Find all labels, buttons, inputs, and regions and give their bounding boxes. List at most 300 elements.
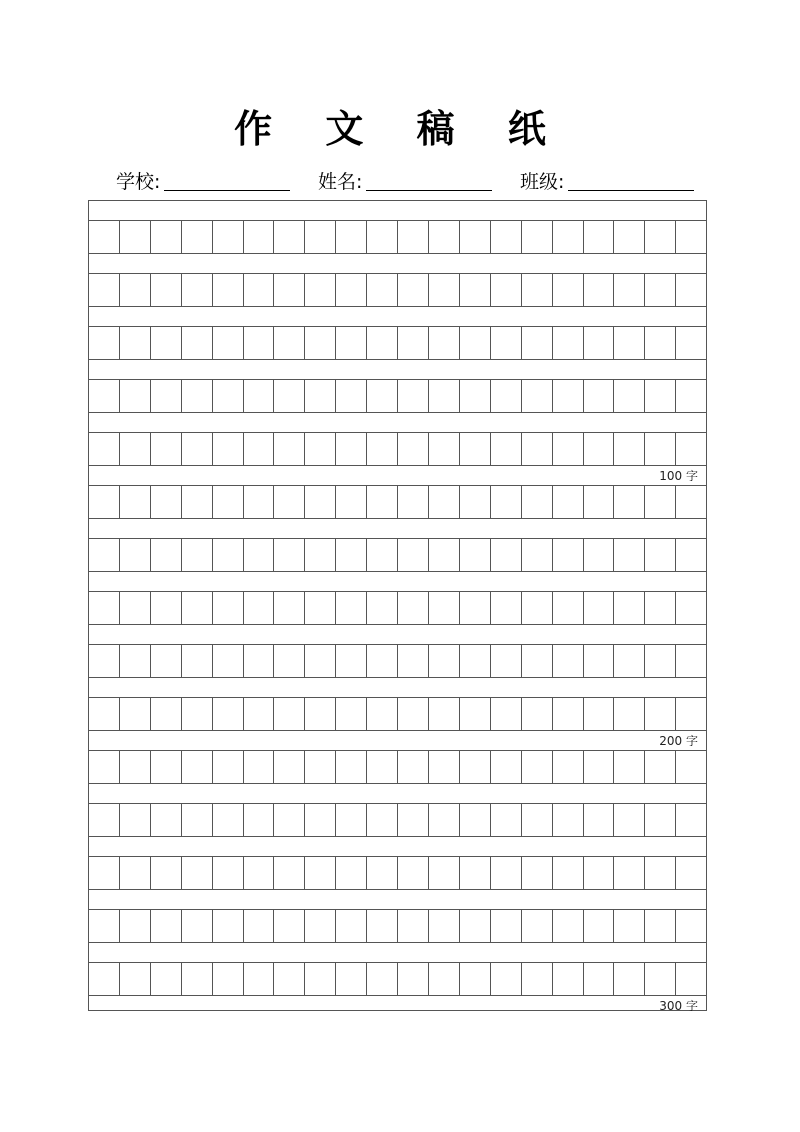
grid-cell[interactable] — [584, 433, 615, 465]
grid-cell[interactable] — [398, 963, 429, 995]
grid-cell[interactable] — [120, 327, 151, 359]
grid-cell[interactable] — [553, 486, 584, 518]
grid-cell[interactable] — [274, 539, 305, 571]
grid-cell[interactable] — [584, 751, 615, 783]
grid-cell[interactable] — [182, 963, 213, 995]
grid-cell[interactable] — [367, 221, 398, 253]
grid-cell[interactable] — [460, 433, 491, 465]
grid-cell[interactable] — [553, 592, 584, 624]
grid-cell[interactable] — [89, 380, 120, 412]
grid-cell[interactable] — [584, 698, 615, 730]
grid-cell[interactable] — [305, 327, 336, 359]
grid-cell[interactable] — [491, 274, 522, 306]
grid-cell[interactable] — [367, 592, 398, 624]
grid-cell[interactable] — [151, 221, 182, 253]
grid-cell[interactable] — [305, 592, 336, 624]
grid-cell[interactable] — [213, 433, 244, 465]
grid-cell[interactable] — [429, 645, 460, 677]
grid-cell[interactable] — [460, 592, 491, 624]
grid-cell[interactable] — [336, 751, 367, 783]
grid-cell[interactable] — [305, 857, 336, 889]
grid-cell[interactable] — [274, 221, 305, 253]
grid-cell[interactable] — [89, 698, 120, 730]
grid-cell[interactable] — [614, 433, 645, 465]
grid-cell[interactable] — [676, 645, 706, 677]
grid-cell[interactable] — [336, 645, 367, 677]
grid-cell[interactable] — [336, 327, 367, 359]
grid-cell[interactable] — [244, 910, 275, 942]
grid-cell[interactable] — [182, 592, 213, 624]
grid-cell[interactable] — [274, 327, 305, 359]
grid-cell[interactable] — [553, 910, 584, 942]
grid-cell[interactable] — [244, 274, 275, 306]
grid-cell[interactable] — [460, 804, 491, 836]
grid-cell[interactable] — [676, 433, 706, 465]
grid-cell[interactable] — [367, 539, 398, 571]
grid-cell[interactable] — [429, 539, 460, 571]
grid-cell[interactable] — [614, 963, 645, 995]
grid-cell[interactable] — [120, 274, 151, 306]
grid-cell[interactable] — [244, 221, 275, 253]
grid-cell[interactable] — [429, 804, 460, 836]
grid-cell[interactable] — [274, 433, 305, 465]
grid-cell[interactable] — [336, 963, 367, 995]
grid-cell[interactable] — [274, 592, 305, 624]
grid-cell[interactable] — [398, 751, 429, 783]
grid-cell[interactable] — [151, 804, 182, 836]
grid-cell[interactable] — [645, 645, 676, 677]
grid-cell[interactable] — [553, 221, 584, 253]
grid-cell[interactable] — [336, 539, 367, 571]
grid-cell[interactable] — [676, 539, 706, 571]
grid-cell[interactable] — [398, 380, 429, 412]
grid-cell[interactable] — [120, 910, 151, 942]
grid-cell[interactable] — [151, 380, 182, 412]
grid-cell[interactable] — [89, 857, 120, 889]
grid-cell[interactable] — [120, 857, 151, 889]
grid-cell[interactable] — [522, 804, 553, 836]
grid-cell[interactable] — [676, 486, 706, 518]
grid-cell[interactable] — [274, 274, 305, 306]
grid-cell[interactable] — [491, 380, 522, 412]
grid-cell[interactable] — [614, 539, 645, 571]
grid-cell[interactable] — [367, 645, 398, 677]
grid-cell[interactable] — [460, 910, 491, 942]
grid-cell[interactable] — [553, 274, 584, 306]
grid-cell[interactable] — [429, 857, 460, 889]
grid-cell[interactable] — [460, 380, 491, 412]
grid-cell[interactable] — [182, 751, 213, 783]
grid-cell[interactable] — [305, 804, 336, 836]
grid-cell[interactable] — [398, 327, 429, 359]
grid-cell[interactable] — [120, 221, 151, 253]
grid-cell[interactable] — [584, 963, 615, 995]
grid-cell[interactable] — [151, 433, 182, 465]
grid-cell[interactable] — [151, 963, 182, 995]
grid-cell[interactable] — [553, 539, 584, 571]
grid-cell[interactable] — [398, 592, 429, 624]
grid-cell[interactable] — [120, 433, 151, 465]
grid-cell[interactable] — [244, 539, 275, 571]
grid-cell[interactable] — [120, 698, 151, 730]
grid-cell[interactable] — [89, 592, 120, 624]
grid-cell[interactable] — [584, 804, 615, 836]
grid-cell[interactable] — [213, 539, 244, 571]
grid-cell[interactable] — [429, 592, 460, 624]
grid-cell[interactable] — [645, 221, 676, 253]
grid-cell[interactable] — [367, 804, 398, 836]
grid-cell[interactable] — [553, 751, 584, 783]
grid-cell[interactable] — [151, 592, 182, 624]
grid-cell[interactable] — [491, 751, 522, 783]
grid-cell[interactable] — [213, 221, 244, 253]
grid-cell[interactable] — [274, 380, 305, 412]
school-field[interactable] — [116, 168, 290, 196]
grid-cell[interactable] — [676, 274, 706, 306]
grid-cell[interactable] — [614, 486, 645, 518]
grid-cell[interactable] — [522, 433, 553, 465]
grid-cell[interactable] — [522, 698, 553, 730]
grid-cell[interactable] — [120, 592, 151, 624]
grid-cell[interactable] — [213, 751, 244, 783]
grid-cell[interactable] — [151, 645, 182, 677]
grid-cell[interactable] — [645, 592, 676, 624]
grid-cell[interactable] — [398, 539, 429, 571]
grid-cell[interactable] — [429, 221, 460, 253]
grid-cell[interactable] — [676, 910, 706, 942]
grid-cell[interactable] — [89, 751, 120, 783]
grid-cell[interactable] — [645, 274, 676, 306]
grid-cell[interactable] — [614, 327, 645, 359]
grid-cell[interactable] — [398, 698, 429, 730]
grid-cell[interactable] — [429, 698, 460, 730]
grid-cell[interactable] — [182, 433, 213, 465]
grid-cell[interactable] — [491, 592, 522, 624]
grid-cell[interactable] — [553, 857, 584, 889]
grid-cell[interactable] — [645, 327, 676, 359]
grid-cell[interactable] — [614, 751, 645, 783]
grid-cell[interactable] — [460, 221, 491, 253]
grid-cell[interactable] — [305, 963, 336, 995]
grid-cell[interactable] — [398, 433, 429, 465]
grid-cell[interactable] — [367, 274, 398, 306]
grid-cell[interactable] — [584, 645, 615, 677]
grid-cell[interactable] — [244, 751, 275, 783]
grid-cell[interactable] — [645, 486, 676, 518]
grid-cell[interactable] — [676, 380, 706, 412]
grid-cell[interactable] — [244, 645, 275, 677]
grid-cell[interactable] — [151, 910, 182, 942]
grid-cell[interactable] — [429, 380, 460, 412]
grid-cell[interactable] — [182, 274, 213, 306]
grid-cell[interactable] — [213, 274, 244, 306]
grid-cell[interactable] — [522, 539, 553, 571]
grid-cell[interactable] — [336, 857, 367, 889]
grid-cell[interactable] — [305, 486, 336, 518]
grid-cell[interactable] — [491, 645, 522, 677]
grid-cell[interactable] — [584, 380, 615, 412]
grid-cell[interactable] — [305, 910, 336, 942]
grid-cell[interactable] — [89, 274, 120, 306]
grid-cell[interactable] — [274, 486, 305, 518]
class-field[interactable] — [520, 168, 694, 196]
grid-cell[interactable] — [367, 486, 398, 518]
grid-cell[interactable] — [676, 804, 706, 836]
grid-cell[interactable] — [645, 698, 676, 730]
grid-cell[interactable] — [429, 433, 460, 465]
grid-cell[interactable] — [491, 486, 522, 518]
grid-cell[interactable] — [429, 963, 460, 995]
grid-cell[interactable] — [645, 380, 676, 412]
grid-cell[interactable] — [274, 910, 305, 942]
grid-cell[interactable] — [676, 221, 706, 253]
grid-cell[interactable] — [89, 910, 120, 942]
grid-cell[interactable] — [367, 751, 398, 783]
grid-cell[interactable] — [553, 645, 584, 677]
grid-cell[interactable] — [244, 433, 275, 465]
grid-cell[interactable] — [584, 327, 615, 359]
grid-cell[interactable] — [213, 963, 244, 995]
grid-cell[interactable] — [584, 857, 615, 889]
grid-cell[interactable] — [274, 751, 305, 783]
grid-cell[interactable] — [553, 380, 584, 412]
grid-cell[interactable] — [336, 380, 367, 412]
grid-cell[interactable] — [182, 327, 213, 359]
grid-cell[interactable] — [491, 698, 522, 730]
grid-cell[interactable] — [213, 804, 244, 836]
grid-cell[interactable] — [182, 698, 213, 730]
grid-cell[interactable] — [305, 698, 336, 730]
grid-cell[interactable] — [614, 274, 645, 306]
grid-cell[interactable] — [182, 857, 213, 889]
grid-cell[interactable] — [460, 857, 491, 889]
grid-cell[interactable] — [398, 857, 429, 889]
grid-cell[interactable] — [614, 910, 645, 942]
grid-cell[interactable] — [584, 221, 615, 253]
grid-cell[interactable] — [274, 698, 305, 730]
grid-cell[interactable] — [614, 804, 645, 836]
grid-cell[interactable] — [460, 486, 491, 518]
grid-cell[interactable] — [676, 592, 706, 624]
grid-cell[interactable] — [522, 910, 553, 942]
grid-cell[interactable] — [460, 751, 491, 783]
grid-cell[interactable] — [460, 698, 491, 730]
grid-cell[interactable] — [491, 539, 522, 571]
grid-cell[interactable] — [429, 274, 460, 306]
grid-cell[interactable] — [367, 380, 398, 412]
grid-cell[interactable] — [336, 433, 367, 465]
grid-cell[interactable] — [645, 433, 676, 465]
grid-cell[interactable] — [645, 910, 676, 942]
grid-cell[interactable] — [213, 592, 244, 624]
grid-cell[interactable] — [676, 857, 706, 889]
grid-cell[interactable] — [676, 327, 706, 359]
grid-cell[interactable] — [120, 380, 151, 412]
grid-cell[interactable] — [213, 698, 244, 730]
grid-cell[interactable] — [244, 804, 275, 836]
grid-cell[interactable] — [522, 751, 553, 783]
grid-cell[interactable] — [460, 539, 491, 571]
grid-cell[interactable] — [367, 910, 398, 942]
grid-cell[interactable] — [120, 486, 151, 518]
grid-cell[interactable] — [120, 963, 151, 995]
grid-cell[interactable] — [614, 592, 645, 624]
grid-cell[interactable] — [89, 433, 120, 465]
grid-cell[interactable] — [553, 698, 584, 730]
grid-cell[interactable] — [305, 645, 336, 677]
grid-cell[interactable] — [244, 857, 275, 889]
grid-cell[interactable] — [429, 751, 460, 783]
grid-cell[interactable] — [244, 963, 275, 995]
grid-cell[interactable] — [120, 539, 151, 571]
grid-cell[interactable] — [336, 221, 367, 253]
grid-cell[interactable] — [645, 857, 676, 889]
grid-cell[interactable] — [584, 539, 615, 571]
grid-cell[interactable] — [398, 804, 429, 836]
grid-cell[interactable] — [367, 857, 398, 889]
school-blank-line[interactable] — [164, 170, 290, 191]
grid-cell[interactable] — [491, 327, 522, 359]
grid-cell[interactable] — [522, 592, 553, 624]
grid-cell[interactable] — [676, 698, 706, 730]
grid-cell[interactable] — [182, 804, 213, 836]
grid-cell[interactable] — [336, 486, 367, 518]
grid-cell[interactable] — [553, 327, 584, 359]
grid-cell[interactable] — [367, 698, 398, 730]
grid-cell[interactable] — [182, 910, 213, 942]
grid-cell[interactable] — [553, 433, 584, 465]
grid-cell[interactable] — [336, 698, 367, 730]
grid-cell[interactable] — [553, 963, 584, 995]
grid-cell[interactable] — [151, 698, 182, 730]
grid-cell[interactable] — [213, 910, 244, 942]
grid-cell[interactable] — [89, 963, 120, 995]
grid-cell[interactable] — [398, 645, 429, 677]
grid-cell[interactable] — [491, 857, 522, 889]
grid-cell[interactable] — [398, 486, 429, 518]
grid-cell[interactable] — [213, 486, 244, 518]
grid-cell[interactable] — [182, 645, 213, 677]
grid-cell[interactable] — [336, 804, 367, 836]
name-field[interactable] — [318, 168, 492, 196]
grid-cell[interactable] — [151, 751, 182, 783]
grid-cell[interactable] — [645, 751, 676, 783]
grid-cell[interactable] — [614, 698, 645, 730]
grid-cell[interactable] — [491, 433, 522, 465]
grid-cell[interactable] — [491, 804, 522, 836]
grid-cell[interactable] — [522, 274, 553, 306]
grid-cell[interactable] — [120, 645, 151, 677]
grid-cell[interactable] — [645, 963, 676, 995]
grid-cell[interactable] — [89, 645, 120, 677]
grid-cell[interactable] — [460, 963, 491, 995]
grid-cell[interactable] — [120, 804, 151, 836]
grid-cell[interactable] — [367, 327, 398, 359]
grid-cell[interactable] — [274, 804, 305, 836]
grid-cell[interactable] — [522, 380, 553, 412]
grid-cell[interactable] — [614, 380, 645, 412]
grid-cell[interactable] — [584, 486, 615, 518]
grid-cell[interactable] — [151, 274, 182, 306]
grid-cell[interactable] — [89, 539, 120, 571]
grid-cell[interactable] — [213, 857, 244, 889]
grid-cell[interactable] — [336, 274, 367, 306]
grid-cell[interactable] — [89, 327, 120, 359]
grid-cell[interactable] — [274, 857, 305, 889]
grid-cell[interactable] — [614, 221, 645, 253]
grid-cell[interactable] — [305, 751, 336, 783]
grid-cell[interactable] — [460, 327, 491, 359]
name-blank-line[interactable] — [366, 170, 492, 191]
grid-cell[interactable] — [584, 274, 615, 306]
grid-cell[interactable] — [151, 327, 182, 359]
grid-cell[interactable] — [676, 963, 706, 995]
grid-cell[interactable] — [151, 857, 182, 889]
grid-cell[interactable] — [522, 963, 553, 995]
grid-cell[interactable] — [89, 221, 120, 253]
grid-cell[interactable] — [398, 910, 429, 942]
grid-cell[interactable] — [491, 221, 522, 253]
grid-cell[interactable] — [182, 486, 213, 518]
grid-cell[interactable] — [274, 645, 305, 677]
grid-cell[interactable] — [336, 592, 367, 624]
grid-cell[interactable] — [305, 433, 336, 465]
grid-cell[interactable] — [213, 645, 244, 677]
grid-cell[interactable] — [182, 539, 213, 571]
grid-cell[interactable] — [584, 592, 615, 624]
grid-cell[interactable] — [522, 327, 553, 359]
grid-cell[interactable] — [398, 274, 429, 306]
grid-cell[interactable] — [151, 539, 182, 571]
grid-cell[interactable] — [244, 327, 275, 359]
grid-cell[interactable] — [213, 380, 244, 412]
grid-cell[interactable] — [367, 433, 398, 465]
grid-cell[interactable] — [244, 698, 275, 730]
grid-cell[interactable] — [89, 804, 120, 836]
grid-cell[interactable] — [244, 592, 275, 624]
grid-cell[interactable] — [614, 857, 645, 889]
grid-cell[interactable] — [244, 380, 275, 412]
grid-cell[interactable] — [367, 963, 398, 995]
grid-cell[interactable] — [614, 645, 645, 677]
grid-cell[interactable] — [522, 645, 553, 677]
grid-cell[interactable] — [305, 221, 336, 253]
grid-cell[interactable] — [522, 857, 553, 889]
grid-cell[interactable] — [213, 327, 244, 359]
grid-cell[interactable] — [491, 963, 522, 995]
grid-cell[interactable] — [522, 486, 553, 518]
grid-cell[interactable] — [151, 486, 182, 518]
class-blank-line[interactable] — [568, 170, 694, 191]
grid-cell[interactable] — [120, 751, 151, 783]
grid-cell[interactable] — [274, 963, 305, 995]
grid-cell[interactable] — [429, 486, 460, 518]
grid-cell[interactable] — [398, 221, 429, 253]
grid-cell[interactable] — [491, 910, 522, 942]
grid-cell[interactable] — [89, 486, 120, 518]
grid-cell[interactable] — [429, 327, 460, 359]
grid-cell[interactable] — [553, 804, 584, 836]
grid-cell[interactable] — [305, 380, 336, 412]
grid-cell[interactable] — [336, 910, 367, 942]
grid-cell[interactable] — [460, 645, 491, 677]
grid-cell[interactable] — [676, 751, 706, 783]
grid-cell[interactable] — [584, 910, 615, 942]
grid-cell[interactable] — [522, 221, 553, 253]
grid-cell[interactable] — [182, 221, 213, 253]
grid-cell[interactable] — [305, 274, 336, 306]
grid-cell[interactable] — [182, 380, 213, 412]
